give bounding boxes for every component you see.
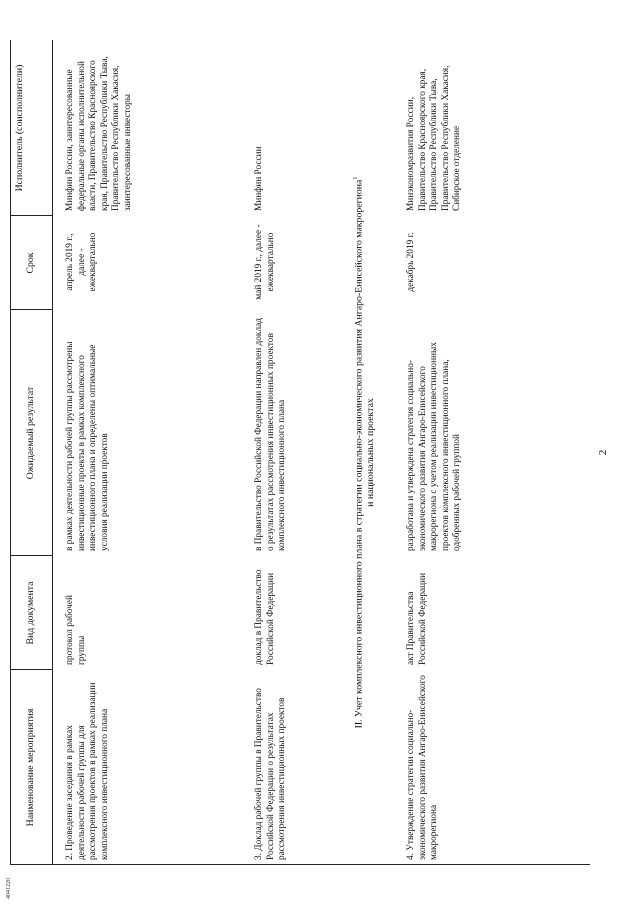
row-4-name: 4. Утверждение стратегии социально-экономического развития Ангаро-Енисейского макрорегиона — [406, 675, 440, 860]
row-3-result: в Правительство Российской Федерации направлен доклад о результатах рассмотрения инвестиционных проектов комплексного инвестиционного плана — [254, 318, 288, 551]
header-executor: Исполнитель (соисполнители) — [14, 64, 25, 192]
section-heading-line2: и национальных проектах — [365, 398, 377, 507]
row-3-name: 3. Доклад рабочей группы в Правительство Российской Федерации о результатах рассмотрения инвестиционных проектов — [254, 688, 288, 860]
table-left-border — [10, 864, 590, 865]
row-2-term: апрель 2019 г., далее - ежеквартально — [65, 232, 99, 292]
section-heading — [350, 40, 377, 865]
section-heading-line1: II. Учет комплексного инвестиционного плана в стратегии социально-экономического развития Ангаро-Енисейского макрорегиона — [353, 179, 365, 729]
row-4-doc: акт Правительства Российской Федерации — [406, 572, 428, 665]
header-bottom-rule — [52, 40, 53, 865]
document-code: 4041220 — [6, 878, 12, 899]
row-4-executor: Минэкономразвития России, Правительство Красноярского края, Правительство Республики Тыва, Правительство Республики Хакасия, Сибирское отделение — [406, 65, 463, 211]
row-2-doc: протокол рабочей группы — [65, 595, 87, 665]
footnote-marker: 1 — [353, 176, 359, 180]
table-top-rule — [10, 40, 11, 865]
header-doc-type: Вид документа — [25, 581, 36, 645]
row-4-result: разработана и утверждена стратегия социально-экономического развития Ангаро-Енисейского макрорегиона с учетом реализации инвестиционных проектов комплексного инвестиционного плана, одобренных рабочей группой — [406, 342, 463, 551]
row-3-doc: доклад в Правительство Российской Федерации — [254, 569, 276, 665]
row-2-executor: Минфин России, заинтересованные федеральные органы исполнительной власти, Правительство Красноярского края, Правительство Республики Тыва, Правительство Республики Хакасия, заинтересованные инвесторы — [65, 56, 133, 211]
header-name: Наименование мероприятия — [25, 708, 36, 827]
header-term: Срок — [25, 252, 36, 274]
row-2-result: в рамках деятельности рабочей группы рассмотрены инвестиционные проекты в рамках комплексного инвестиционного плана и определены оптимальные условия реализации проектов — [65, 341, 110, 551]
row-4-term: декабрь 2019 г. — [406, 232, 416, 292]
plan-table — [10, 40, 590, 865]
row-2-name: 2. Проведение заседания в рамках деятельности рабочей группы для рассмотрения проектов в рамках реализации комплексного инвестиционного плана — [65, 682, 110, 860]
row-3-executor: Минфин России — [254, 146, 264, 211]
row-3-term: май 2019 г., далее - ежеквартально — [254, 224, 276, 300]
header-result: Ожидаемый результат — [25, 386, 36, 480]
page-number: 2 — [597, 449, 609, 456]
